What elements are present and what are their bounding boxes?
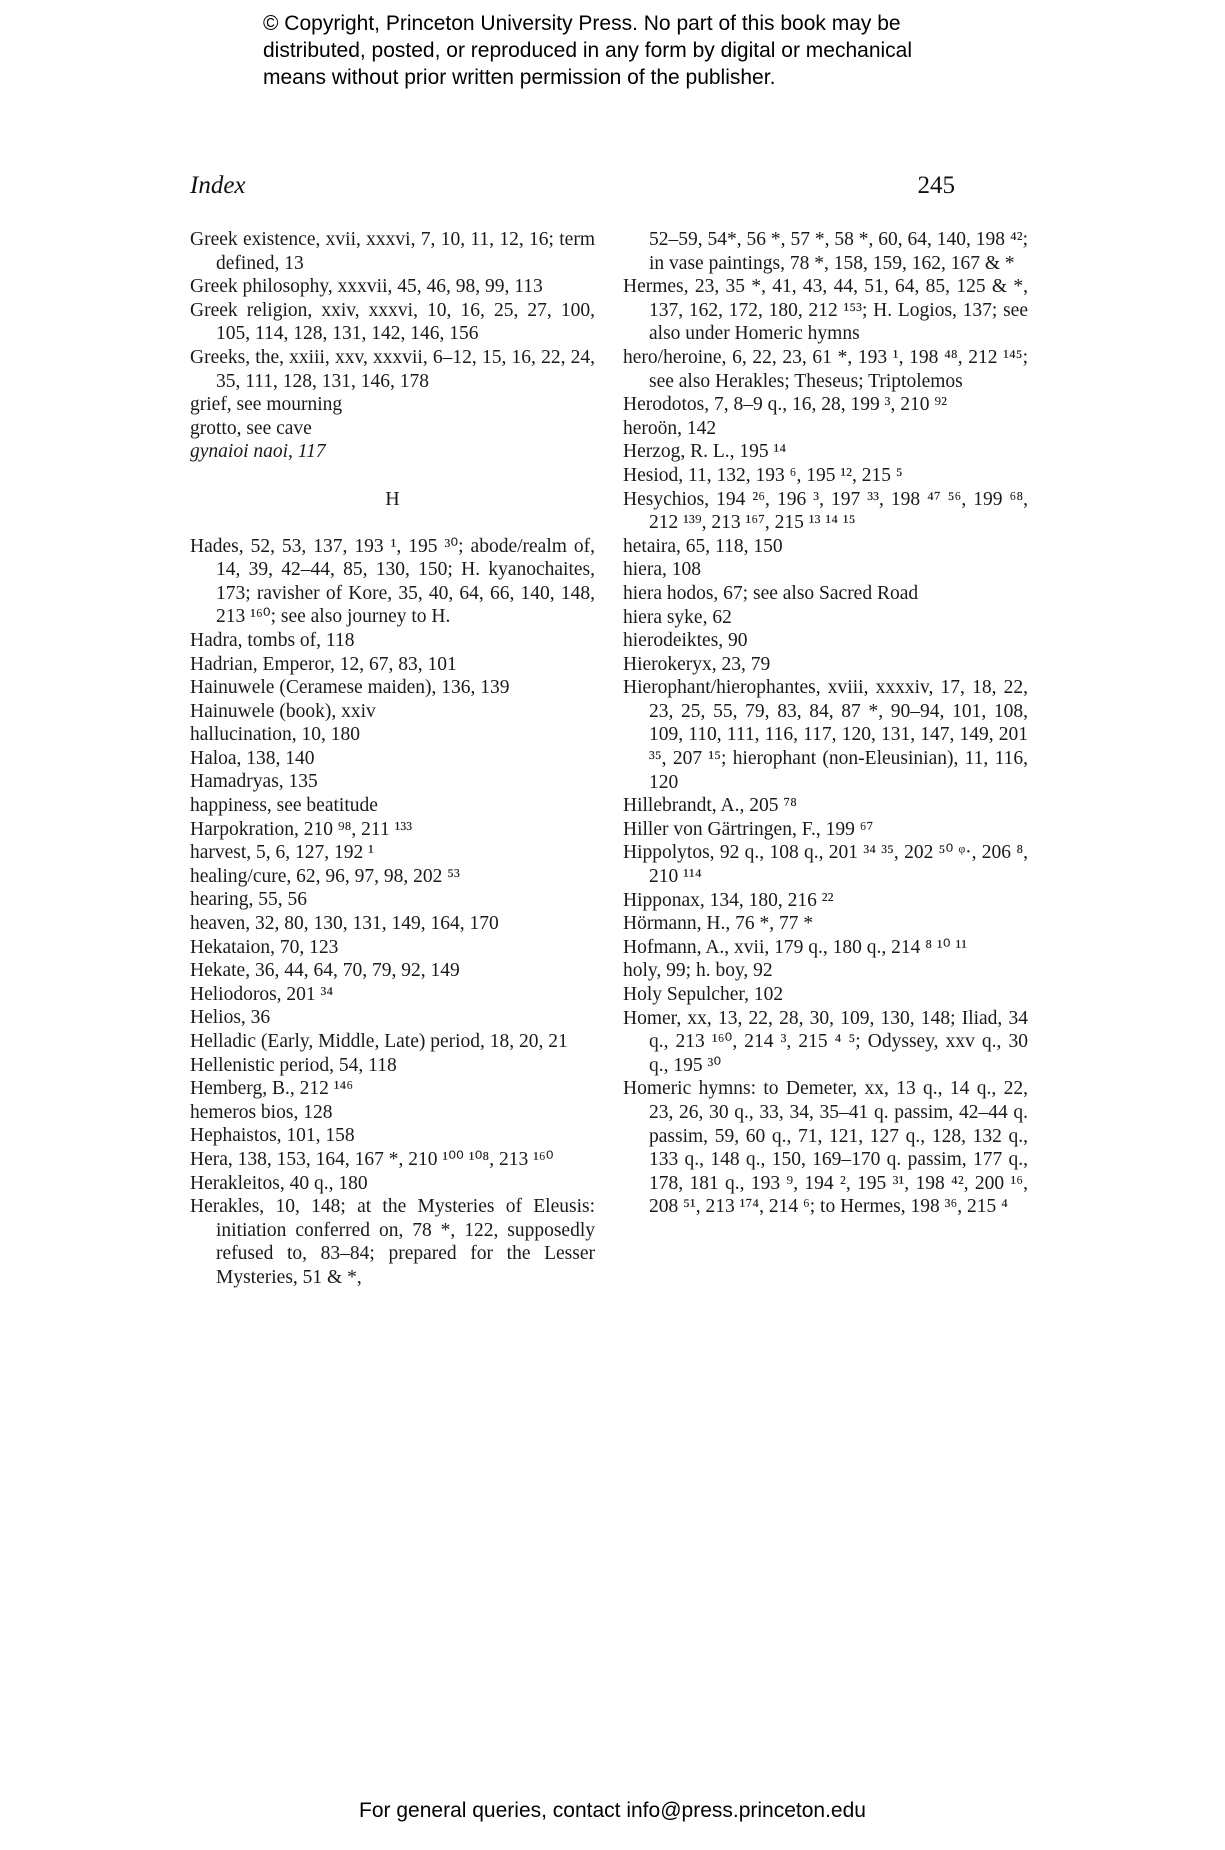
index-entry: Homeric hymns: to Demeter, xx, 13 q., 14 q., 22, 23, 26, 30 q., 33, 34, 35–41 q. passim, 42–44 q. passim, 59, 60 q., 71, 121, 127 q., 128, 132 q., 133 q., 148 q., 150, 169–170 q. passim, 177 q., 178, 181 q., 193 ⁹, 194 ², 195 ³¹, 198 ⁴², 200 ¹⁶, 208 ⁵¹, 213 ¹⁷⁴, 214 ⁶; to Hermes, 198 ³⁶, 215 ⁴ — [623, 1078, 1028, 1218]
index-entry: Greek existence, xvii, xxxvi, 7, 10, 11, 12, 16; term defined, 13 — [190, 229, 595, 274]
index-entry: happiness, see beatitude — [190, 795, 378, 817]
index-entry: heroön, 142 — [623, 417, 717, 439]
index-column-right — [623, 228, 1028, 1219]
index-entry: heaven, 32, 80, 130, 131, 149, 164, 170 — [190, 913, 499, 935]
index-entry: Hemberg, B., 212 ¹⁴⁶ — [190, 1078, 354, 1100]
index-entry: Greek religion, xxiv, xxxvi, 10, 16, 25, 27, 100, 105, 114, 128, 131, 142, 146, 156 — [190, 299, 595, 345]
index-entry: Herodotos, 7, 8–9 q., 16, 28, 199 ³, 210 ⁹² — [623, 394, 947, 416]
index-entry: Hörmann, H., 76 *, 77 * — [623, 913, 814, 935]
index-entry: Hiller von Gärtringen, F., 199 ⁶⁷ — [623, 818, 874, 840]
index-entry: Hermes, 23, 35 *, 41, 43, 44, 51, 64, 85, 125 & *, 137, 162, 172, 180, 212 ¹⁵³; H. Logios, 137; see also under Homeric hymns — [623, 276, 1028, 345]
index-entry: Haloa, 138, 140 — [190, 747, 315, 769]
running-head-title: Index — [190, 172, 246, 199]
index-column-left — [190, 228, 595, 1290]
index-entry: Hera, 138, 153, 164, 167 *, 210 ¹⁰⁰ ¹⁰⁸, 213 ¹⁶⁰ — [190, 1148, 554, 1170]
index-entry: Hippolytos, 92 q., 108 q., 201 ³⁴ ³⁵, 202 ⁵⁰ ᵠ·, 206 ⁸, 210 ¹¹⁴ — [623, 842, 1028, 888]
index-entry: Hainuwele (book), xxiv — [190, 700, 376, 722]
index-entry: Herzog, R. L., 195 ¹⁴ — [623, 441, 787, 463]
index-entry: Harpokration, 210 ⁹⁸, 211 ¹³³ — [190, 818, 413, 840]
index-entry: Hellenistic period, 54, 118 — [190, 1054, 397, 1076]
index-entry: Hephaistos, 101, 158 — [190, 1125, 355, 1147]
index-entry: Hierokeryx, 23, 79 — [623, 653, 771, 675]
index-entry: hearing, 55, 56 — [190, 889, 307, 911]
index-entry: hallucination, 10, 180 — [190, 724, 361, 746]
index-entry: Hesychios, 194 ²⁶, 196 ³, 197 ³³, 198 ⁴⁷ ⁵⁶, 199 ⁶⁸, 212 ¹³⁹, 213 ¹⁶⁷, 215 ¹³ ¹⁴ ¹⁵ — [623, 488, 1028, 534]
index-entry: hemeros bios, 128 — [190, 1101, 333, 1123]
index-entry: Hades, 52, 53, 137, 193 ¹, 195 ³⁰; abode/realm of, 14, 39, 42–44, 85, 130, 150; H. kyanochaites, 173; ravisher of Kore, 35, 40, 64, 66, 140, 148, 213 ¹⁶⁰; see also journey to H. — [190, 535, 595, 628]
index-entry: Hofmann, A., xvii, 179 q., 180 q., 214 ⁸ ¹⁰ ¹¹ — [623, 936, 968, 958]
index-entry: Hamadryas, 135 — [190, 771, 318, 793]
index-entry: hiera syke, 62 — [623, 606, 732, 628]
section-letter-h: H — [385, 487, 400, 510]
index-entry: hiera, 108 — [623, 559, 701, 581]
index-entry: hiera hodos, 67; see also Sacred Road — [623, 582, 919, 604]
page-number: 245 — [917, 172, 955, 199]
index-entry: Helladic (Early, Middle, Late) period, 18, 20, 21 — [190, 1031, 568, 1052]
index-entry: holy, 99; h. boy, 92 — [623, 960, 773, 982]
index-entry: Hadrian, Emperor, 12, 67, 83, 101 — [190, 653, 457, 675]
index-entry: hetaira, 65, 118, 150 — [623, 535, 783, 557]
index-entry: Helios, 36 — [190, 1007, 271, 1029]
index-entry: Holy Sepulcher, 102 — [623, 984, 784, 1005]
index-entry: healing/cure, 62, 96, 97, 98, 202 ⁵³ — [190, 865, 460, 887]
index-entry: Hainuwele (Ceramese maiden), 136, 139 — [190, 677, 510, 699]
index-entry-continuation: 52–59, 54*, 56 *, 57 *, 58 *, 60, 64, 140, 198 ⁴²; in vase paintings, 78 *, 158, 159, 162, 167 & * — [649, 229, 1028, 274]
index-entry: harvest, 5, 6, 127, 192 ¹ — [190, 842, 375, 864]
index-entry: Herakles, 10, 148; at the Mysteries of Eleusis: initiation conferred on, 78 *, 122, supposedly refused to, 83–84; prepared for the Lesser Mysteries, 51 & *, — [190, 1196, 595, 1288]
index-entry: Heliodoros, 201 ³⁴ — [190, 983, 334, 1005]
copyright-notice — [263, 10, 1023, 91]
index-entry: hero/heroine, 6, 22, 23, 61 *, 193 ¹, 198 ⁴⁸, 212 ¹⁴⁵; see also Herakles; Theseus; Triptolemos — [623, 346, 1028, 392]
index-entry: grief, see mourning — [190, 394, 343, 416]
footer-contact: For general queries, contact info@press.princeton.edu — [359, 1799, 866, 1822]
index-entry: Hekataion, 70, 123 — [190, 936, 339, 958]
copyright-line: © Copyright, Princeton University Press. No part of this book may be — [263, 12, 901, 35]
index-entry: Hillebrandt, A., 205 ⁷⁸ — [623, 795, 797, 817]
index-entry: Homer, xx, 13, 22, 28, 30, 109, 130, 148; Iliad, 34 q., 213 ¹⁶⁰, 214 ³, 215 ⁴ ⁵; Odyssey, xxv q., 30 q., 195 ³⁰ — [623, 1007, 1028, 1076]
index-entry: Greeks, the, xxiii, xxv, xxxvii, 6–12, 15, 16, 22, 24, 35, 111, 128, 131, 146, 178 — [190, 346, 595, 392]
copyright-line: distributed, posted, or reproduced in any form by digital or mechanical — [263, 39, 913, 62]
index-entry: Hadra, tombs of, 118 — [190, 629, 355, 651]
index-entry: hierodeiktes, 90 — [623, 630, 748, 652]
copyright-line: means without prior written permission of the publisher. — [263, 66, 776, 89]
index-entry: Hesiod, 11, 132, 193 ⁶, 195 ¹², 215 ⁵ — [623, 464, 903, 486]
running-head — [190, 172, 955, 206]
index-entry: Hierophant/hierophantes, xviii, xxxxiv, 17, 18, 22, 23, 25, 55, 79, 83, 84, 87 *, 90–94, 101, 108, 109, 110, 111, 116, 117, 120, 131, 147, 149, 201 ³⁵, 207 ¹⁵; hierophant (non-Eleusinian), 11, 116, 120 — [623, 677, 1028, 793]
index-entry: grotto, see cave — [190, 417, 312, 439]
index-entry: Hekate, 36, 44, 64, 70, 79, 92, 149 — [190, 960, 460, 982]
index-entry: Greek philosophy, xxxvii, 45, 46, 98, 99, 113 — [190, 276, 543, 298]
index-entry: gynaioi naoi, 117 — [190, 441, 326, 463]
index-entry: Herakleitos, 40 q., 180 — [190, 1172, 368, 1194]
index-entry: Hipponax, 134, 180, 216 ²² — [623, 889, 834, 911]
